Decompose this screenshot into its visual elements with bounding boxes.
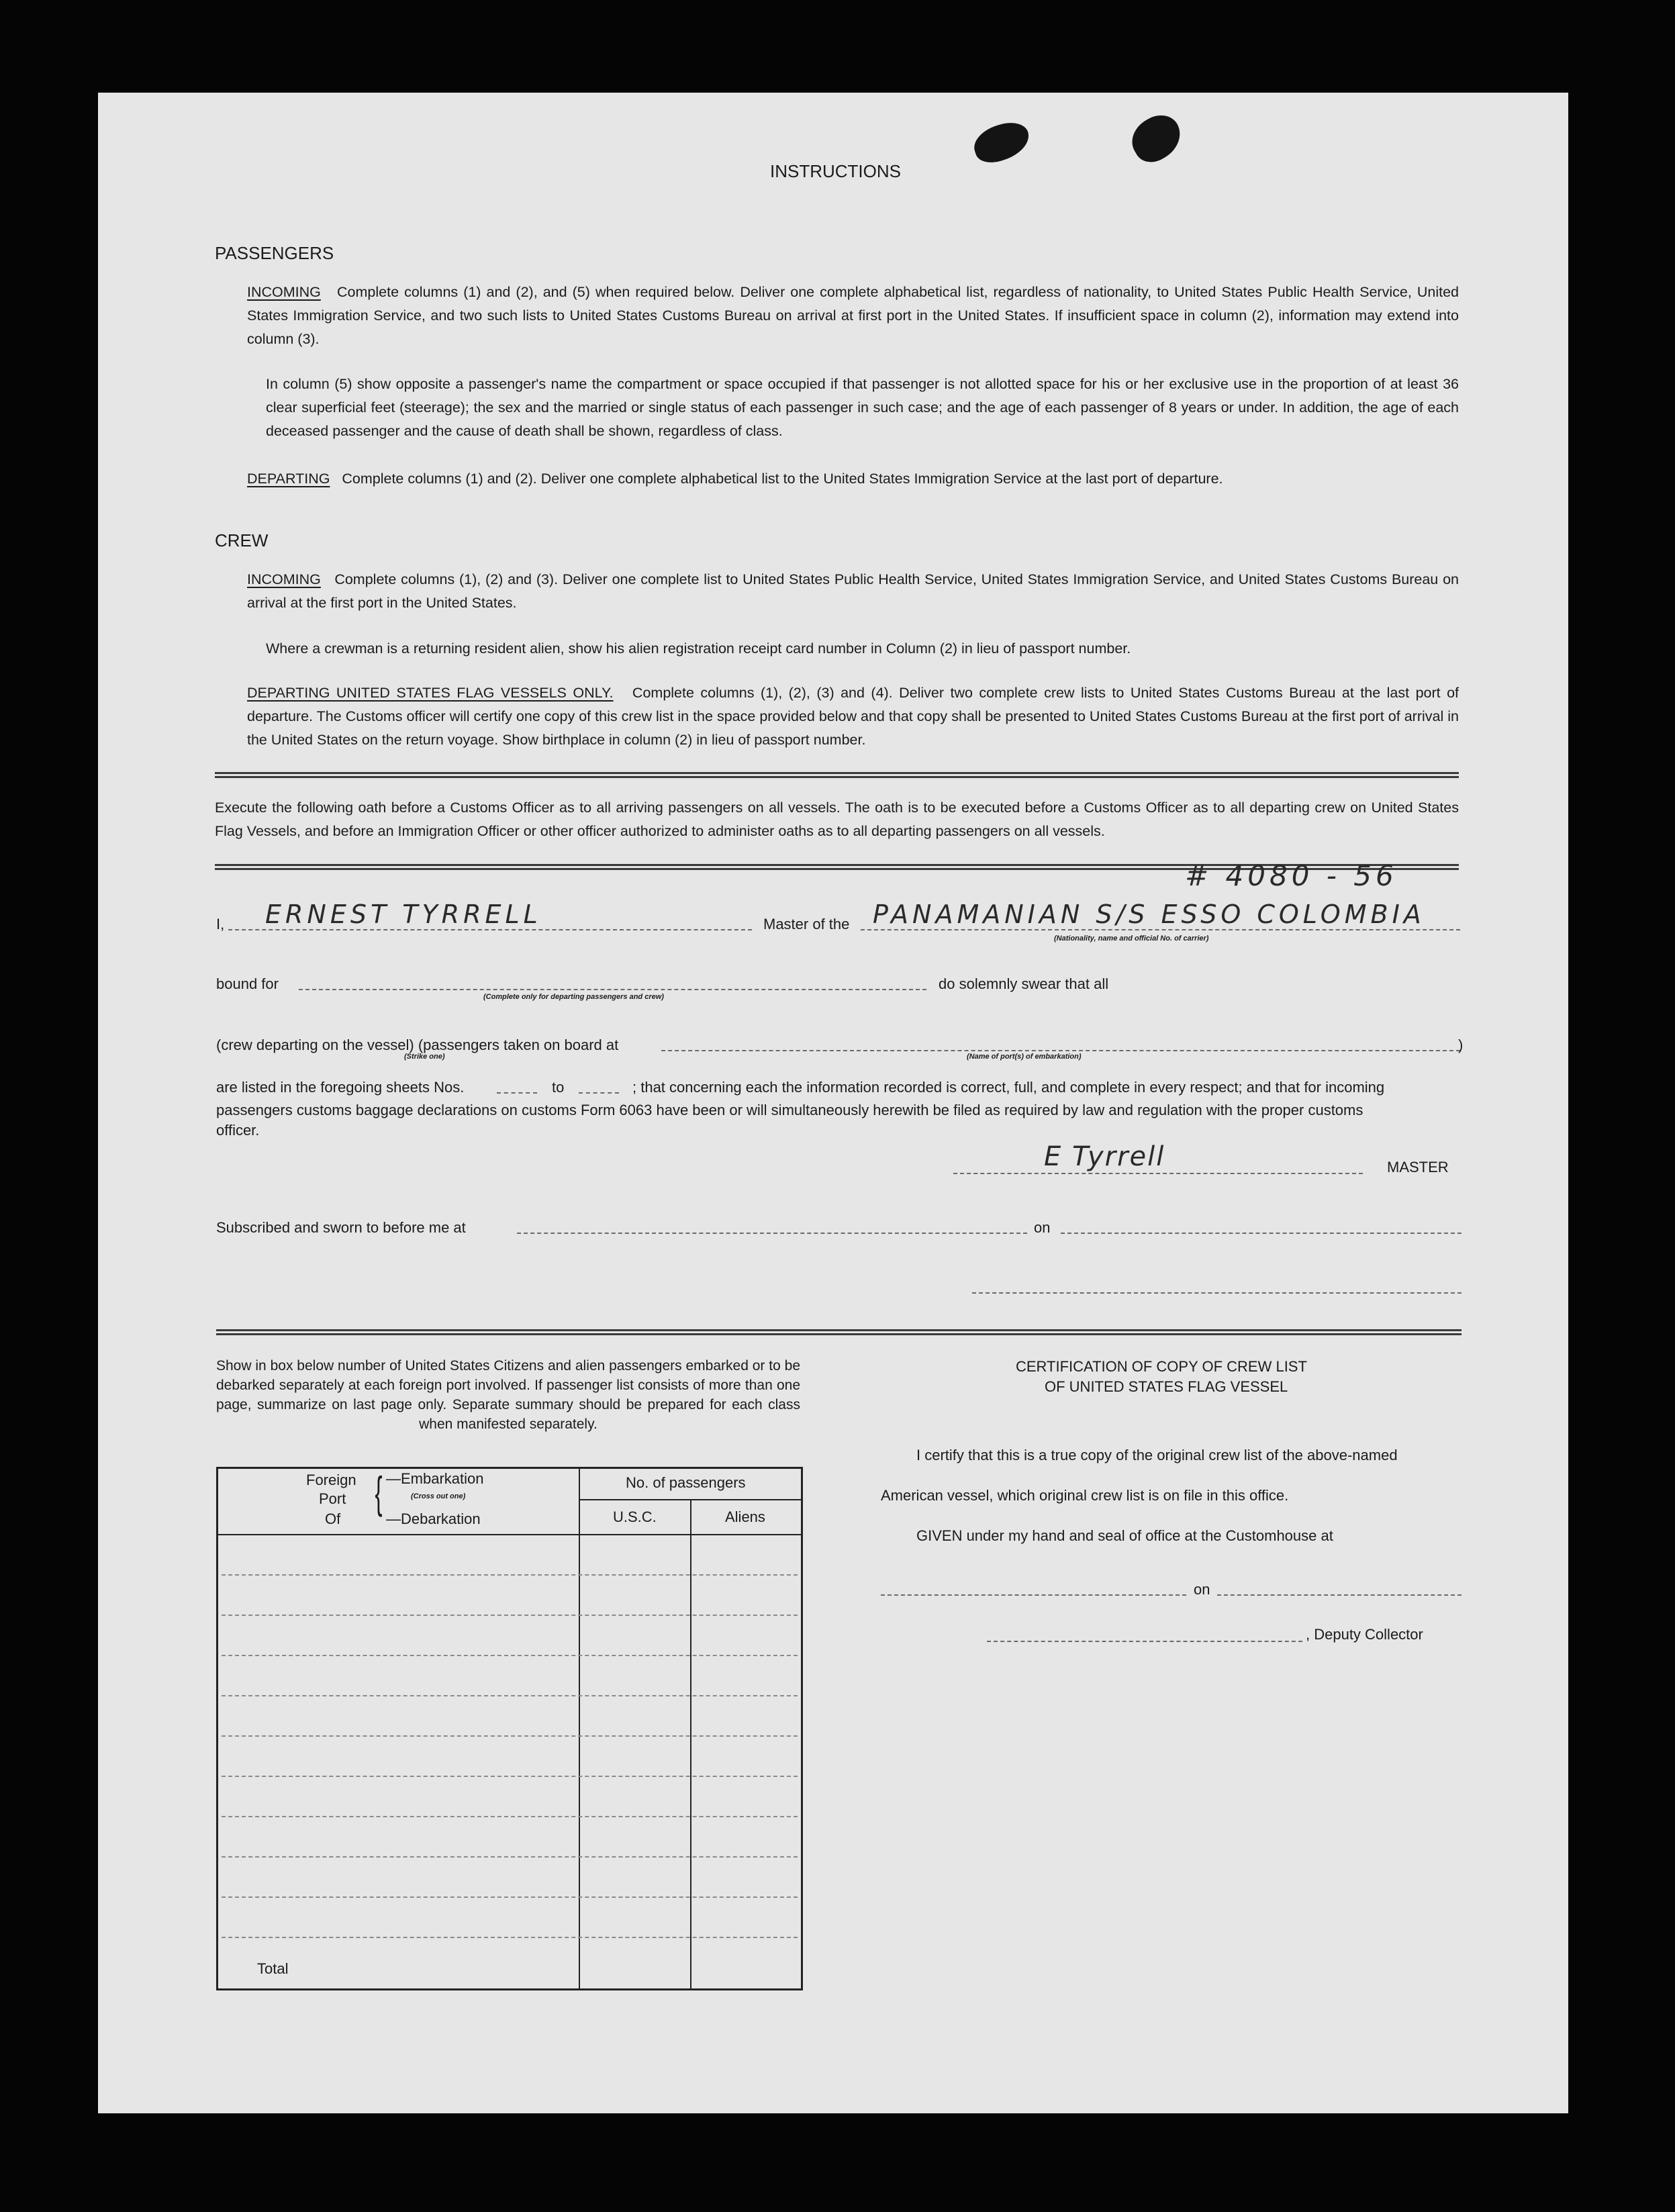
vessel-name[interactable]: PANAMANIAN S/S ESSO COLOMBIA	[873, 900, 1425, 929]
passengers-departing-text: Complete columns (1) and (2). Deliver one complete alphabetical list to the United States Immigration Service at the last port of departure.	[342, 471, 1223, 487]
handwritten-file-number: # 4080 - 56	[1185, 859, 1398, 892]
deputy-collector-label: , Deputy Collector	[1306, 1626, 1423, 1643]
vessel-caption: (Nationality, name and official No. of carrier)	[1054, 934, 1209, 943]
passengers-incoming-text: Complete columns (1) and (2), and (5) when required below. Deliver one complete alphabetical list, regardless of nationality, to United States Public Health Service, United States Immigration Service, and two such lists to United States Customs Bureau on arrival at first port in the United States. If insufficient space in column (2), information may extend into column (3).	[247, 284, 1459, 347]
table-row[interactable]	[222, 1816, 798, 1817]
port-label: Port	[319, 1490, 346, 1507]
officer-line[interactable]	[972, 1292, 1462, 1294]
page-title: INSTRUCTIONS	[770, 161, 901, 181]
master-name[interactable]: ERNEST TYRRELL	[265, 900, 542, 929]
passengers-heading: PASSENGERS	[215, 243, 334, 263]
of-label: Of	[325, 1510, 341, 1527]
certification-title-1: CERTIFICATION OF COPY OF CREW LIST	[1016, 1358, 1307, 1375]
crew-resident-paragraph: Where a crewman is a returning resident alien, show his alien registration receipt card number in Column (2) in lieu of passport number.	[266, 640, 1131, 657]
certification-line-1: I certify that this is a true copy of the original crew list of the above-named	[916, 1447, 1398, 1463]
listed-label: are listed in the foregoing sheets Nos.	[216, 1079, 465, 1096]
oath-i-label: I,	[216, 916, 225, 932]
bound-for-caption: (Complete only for departing passengers and crew)	[483, 993, 664, 1001]
sworn-date-line[interactable]	[1061, 1233, 1462, 1234]
master-of-label: Master of the	[763, 916, 850, 932]
section-divider	[215, 772, 1459, 778]
listed-text-3: officer.	[216, 1122, 260, 1139]
to-label: to	[552, 1079, 565, 1096]
listed-text-2: passengers customs baggage declarations on customs Form 6063 have been or will simultaneously herewith be filed as required by law and regulation with the proper customs	[216, 1102, 1363, 1118]
aliens-header: Aliens	[725, 1508, 765, 1525]
listed-text: ; that concerning each the information recorded is correct, full, and complete in every respect; and that for incoming	[632, 1079, 1385, 1096]
embarkation-label[interactable]: —Embarkation	[386, 1470, 484, 1487]
deputy-signature-line[interactable]	[987, 1641, 1302, 1642]
sworn-on-label: on	[1034, 1219, 1051, 1236]
summary-table	[216, 1467, 803, 1990]
bound-for-line[interactable]	[299, 989, 926, 990]
master-label: MASTER	[1387, 1159, 1449, 1175]
crew-departing-label: DEPARTING UNITED STATES FLAG VESSELS ONLY.	[247, 685, 614, 701]
bracket-glyph: {	[375, 1468, 383, 1517]
swear-text: do solemnly swear that all	[939, 975, 1109, 992]
ports-caption: (Name of port(s) of embarkation)	[967, 1053, 1082, 1061]
certification-title-2: OF UNITED STATES FLAG VESSEL	[1045, 1378, 1288, 1395]
close-paren: )	[1458, 1037, 1464, 1053]
table-row[interactable]	[222, 1735, 798, 1737]
crew-incoming-text: Complete columns (1), (2) and (3). Deliver one complete list to United States Public Health Service, United States Immigration Service, and United States Customs Bureau on arrival at the first port in the United States.	[247, 571, 1459, 611]
signature-line	[953, 1173, 1363, 1174]
table-row[interactable]	[222, 1937, 798, 1938]
sheet-from-line[interactable]	[497, 1092, 537, 1094]
table-row[interactable]	[222, 1856, 798, 1858]
table-divider	[690, 1499, 691, 1990]
debarkation-label[interactable]: —Debarkation	[386, 1510, 481, 1527]
crew-incoming-paragraph	[247, 568, 1459, 615]
no-of-passengers-header: No. of passengers	[626, 1474, 746, 1491]
master-name-line	[228, 929, 752, 930]
total-label: Total	[257, 1960, 289, 1977]
sheet-to-line[interactable]	[579, 1092, 619, 1094]
passengers-departing-label: DEPARTING	[247, 471, 330, 487]
sworn-place-line[interactable]	[517, 1233, 1027, 1234]
certification-date-line[interactable]	[1217, 1594, 1462, 1596]
strike-one-caption: (Strike one)	[404, 1053, 445, 1061]
ports-line[interactable]	[661, 1050, 1460, 1051]
passengers-incoming-paragraph	[247, 281, 1459, 351]
table-row[interactable]	[222, 1896, 798, 1898]
column5-paragraph: In column (5) show opposite a passenger's name the compartment or space occupied if that passenger is not allotted space for his or her exclusive use in the proportion of at least 36 clear superficial feet (steerage); the sex and the married or single status of each passenger in such case; and the age of each passenger of 8 years or under. In addition, the age of each deceased passenger and the cause of death shall be shown, regardless of class.	[266, 376, 1459, 439]
section-divider	[216, 1329, 1462, 1335]
bound-for-label: bound for	[216, 975, 279, 992]
table-divider	[216, 1534, 803, 1535]
crew-departing-text: Complete columns (1), (2), (3) and (4). Deliver two complete crew lists to United States Customs Bureau at the last port of departure. The Customs officer will certify one copy of this crew list in the space provided below and that copy shall be presented to United States Customs Bureau at the first port of arrival in the United States on the return voyage. Show birthplace in column (2) in lieu of passport number.	[247, 685, 1459, 748]
crew-heading: CREW	[215, 530, 269, 550]
passengers-departing-paragraph	[247, 467, 1459, 491]
oath-intro-paragraph: Execute the following oath before a Customs Officer as to all arriving passengers on all vessels. The oath is to be executed before a Customs Officer as to all departing crew on United States Flag Vessels, and before an Immigration Officer or other officer authorized to administer oaths as to all departing passengers on all vessels.	[215, 800, 1459, 839]
certification-on-label: on	[1194, 1581, 1210, 1598]
certification-line-2: American vessel, which original crew list is on file in this office.	[881, 1487, 1289, 1504]
crew-incoming-label: INCOMING	[247, 571, 321, 587]
table-row[interactable]	[222, 1655, 798, 1656]
passengers-incoming-label: INCOMING	[247, 284, 321, 300]
table-row[interactable]	[222, 1776, 798, 1777]
certification-line-3: GIVEN under my hand and seal of office at the Customhouse at	[916, 1527, 1333, 1544]
crew-departing-paragraph	[247, 681, 1459, 752]
master-signature[interactable]: E Tyrrell	[1044, 1141, 1165, 1172]
subscribed-label: Subscribed and sworn to before me at	[216, 1219, 466, 1236]
table-divider	[579, 1467, 580, 1990]
crew-passengers-label: (crew departing on the vessel) (passengers taken on board at	[216, 1037, 619, 1053]
table-row[interactable]	[222, 1615, 798, 1616]
customhouse-line[interactable]	[881, 1594, 1186, 1596]
cross-out-caption: (Cross out one)	[411, 1492, 466, 1500]
table-row[interactable]	[222, 1695, 798, 1696]
foreign-label: Foreign	[306, 1472, 356, 1488]
vessel-line	[861, 929, 1460, 930]
table-divider	[579, 1499, 803, 1500]
summary-instructions: Show in box below number of United States Citizens and alien passengers embarked or to be debarked separately at each foreign port involved. If passenger list consists of more than one page, summarize on last page only. Separate summary should be prepared for each class when manifested separately.	[216, 1358, 800, 1432]
usc-header: U.S.C.	[613, 1508, 657, 1525]
table-row[interactable]	[222, 1574, 798, 1576]
